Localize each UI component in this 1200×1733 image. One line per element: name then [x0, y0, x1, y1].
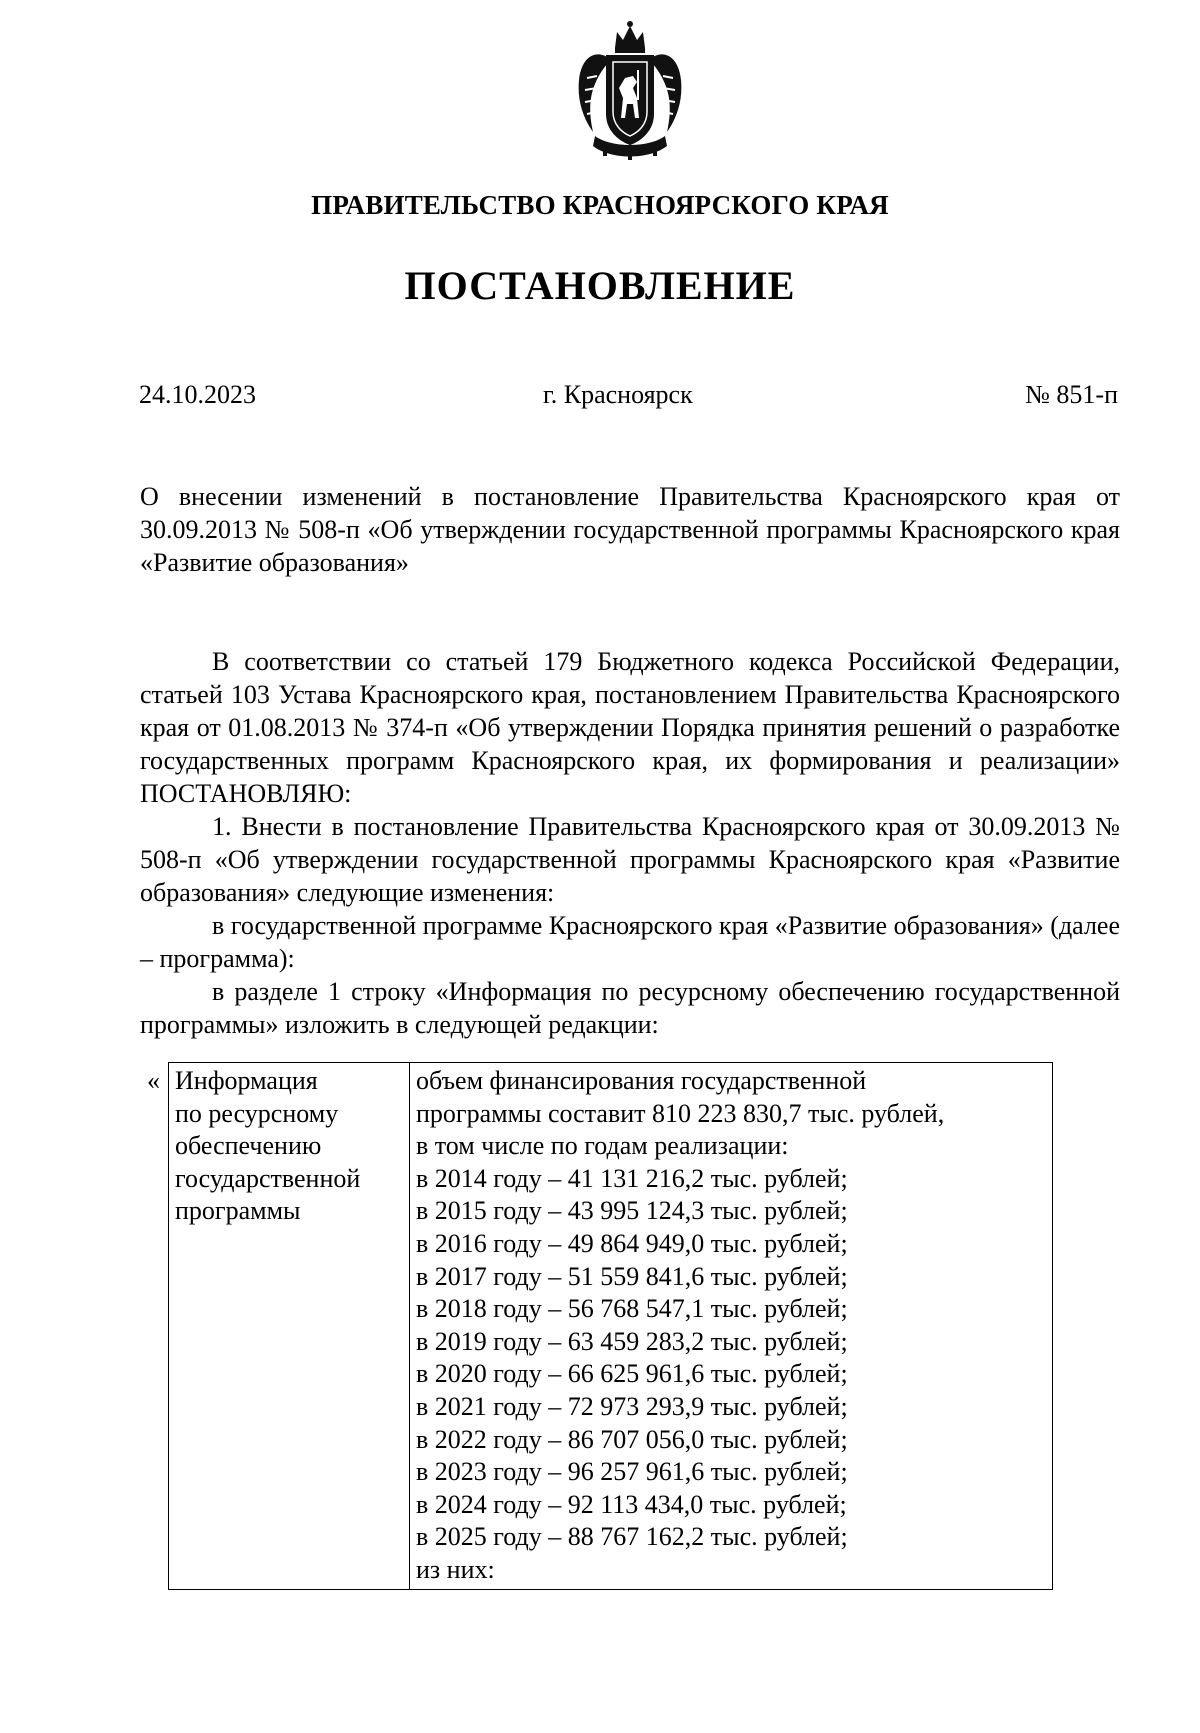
- opening-quote-mark: «: [147, 1066, 160, 1095]
- table-row: [169, 1063, 1053, 1590]
- document-date: 24.10.2023: [139, 380, 256, 409]
- document-city: г. Красноярск: [543, 380, 693, 409]
- document-subject: О внесении изменений в постановление Правительства Красноярского края от 30.09.2013 № 508-п «Об утверждении государственной программы Красноярского края «Развитие образования»: [140, 482, 1120, 577]
- value-line: в 2022 году – 86 707 056,0 тыс. рублей;: [416, 1424, 848, 1454]
- value-line: из них:: [416, 1554, 495, 1584]
- value-line: в 2019 году – 63 459 283,2 тыс. рублей;: [416, 1326, 848, 1356]
- label-line: по ресурсному: [175, 1098, 339, 1128]
- item-1b-paragraph: в разделе 1 строку «Информация по ресурсному обеспечению государственной программы» изложить в следующей редакции:: [140, 977, 1120, 1039]
- resource-info-table: [168, 1062, 1053, 1590]
- label-line: программы: [175, 1196, 301, 1226]
- label-line: государственной: [175, 1163, 361, 1193]
- preamble-paragraph: В соответствии со статьей 179 Бюджетного кодекса Российской Федерации, статьей 103 Устава Красноярского края, постановлением Правительства Красноярского края от 01.08.2013 № 374-п «Об утверждении Порядка принятия решений о разработке государственных программ Красноярского края, их формирования и реализации» ПОСТАНОВЛЯЮ:: [140, 647, 1120, 808]
- item-1a-paragraph: в государственной программе Красноярского края «Развитие образования» (далее – программа):: [140, 911, 1120, 973]
- value-line: в 2021 году – 72 973 293,9 тыс. рублей;: [416, 1391, 848, 1421]
- document-type-title: ПОСТАНОВЛЕНИЕ: [404, 263, 796, 308]
- value-line: объем финансирования государственной: [416, 1066, 867, 1095]
- value-line: в 2024 году – 92 113 434,0 тыс. рублей;: [416, 1489, 847, 1519]
- item-1-paragraph: 1. Внести в постановление Правительства Красноярского края от 30.09.2013 № 508-п «Об утверждении государственной программы Красноярского края «Развитие образования» следующие изменения:: [140, 812, 1120, 907]
- document-number: № 851-п: [1025, 380, 1118, 409]
- value-line: в 2017 году – 51 559 841,6 тыс. рублей;: [416, 1261, 848, 1291]
- value-line: в 2016 году – 49 864 949,0 тыс. рублей;: [416, 1228, 848, 1258]
- value-line: в 2025 году – 88 767 162,2 тыс. рублей;: [416, 1522, 848, 1552]
- label-line: Информация: [175, 1066, 318, 1095]
- organization-name: ПРАВИТЕЛЬСТВО КРАСНОЯРСКОГО КРАЯ: [311, 190, 889, 220]
- value-line: в 2015 году – 43 995 124,3 тыс. рублей;: [416, 1196, 848, 1226]
- coat-of-arms-icon: [575, 18, 685, 163]
- table-value-cell: [410, 1063, 1053, 1590]
- document-body: [140, 645, 1120, 1041]
- value-line: в 2023 году – 96 257 961,6 тыс. рублей;: [416, 1457, 848, 1487]
- value-line: в 2014 году – 41 131 216,2 тыс. рублей;: [416, 1163, 848, 1193]
- label-line: обеспечению: [175, 1131, 322, 1161]
- value-line: в том числе по годам реализации:: [416, 1131, 789, 1161]
- value-line: в 2020 году – 66 625 961,6 тыс. рублей;: [416, 1359, 848, 1389]
- value-line: в 2018 году – 56 768 547,1 тыс. рублей;: [416, 1294, 848, 1324]
- value-line: программы составит 810 223 830,7 тыс. рублей,: [416, 1098, 945, 1128]
- table-label-cell: [169, 1063, 410, 1590]
